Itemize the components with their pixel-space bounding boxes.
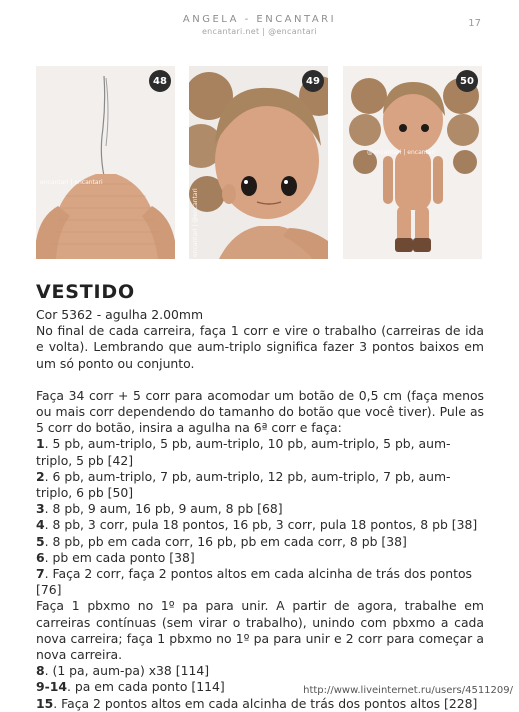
pattern-row: 9-14. pa em cada ponto [114] bbox=[36, 679, 225, 695]
pattern-row: 5. 8 pb, pb em cada corr, 16 pb, pb em cada corr, 8 pb [38] bbox=[36, 533, 407, 549]
pattern-instructions bbox=[36, 307, 484, 712]
intro-paragraph: No final de cada carreira, faça 1 corr e vire o trabalho (carreiras de ida e volta). Lembrando que aum-triplo significa fazer 3 pontos baixos em um só ponto ou conjunto. bbox=[36, 323, 484, 371]
start-paragraph: Faça 34 corr + 5 corr para acomodar um botão de 0,5 cm (faça menos ou mais corr dependendo do tamanho do botão que você tiver). Pule as 5 corr do botão, insira a agulha na 6ª corr e faça: bbox=[36, 387, 484, 436]
pattern-row: 1. 5 pb, aum-triplo, 5 pb, aum-triplo, 10 pb, aum-triplo, 5 pb, aum-triplo, 5 pb [42] bbox=[36, 436, 451, 468]
header-subtitle: encantari.net | @encantari bbox=[201, 27, 318, 36]
source-url: http://www.liveinternet.ru/users/4511209/ bbox=[303, 685, 513, 696]
step-badge: 48 bbox=[149, 70, 171, 92]
pattern-row: 4. 8 pb, 3 corr, pula 18 pontos, 16 pb, 3 corr, pula 18 pontos, 8 pb [38] bbox=[36, 517, 478, 533]
photo-watermark: encantari | encantari bbox=[40, 179, 103, 186]
page-header bbox=[0, 14, 519, 36]
photo-watermark: @encantari | encantari bbox=[367, 149, 436, 156]
pattern-row: 7. Faça 2 corr, faça 2 pontos altos em cada alcinha de trás dos pontos [76] bbox=[36, 566, 472, 598]
doll-head-illustration bbox=[189, 66, 328, 259]
photo-step-48 bbox=[36, 66, 175, 259]
pattern-row: 6. pb em cada ponto [38] bbox=[36, 549, 195, 565]
page-number: 17 bbox=[468, 18, 481, 29]
pattern-row: 15. Faça 2 pontos altos em cada alcinha de trás dos pontos altos [228] bbox=[36, 695, 478, 711]
step-badge: 50 bbox=[456, 70, 478, 92]
doll-full-illustration bbox=[343, 66, 482, 259]
photo-watermark: encantari | @encantari bbox=[192, 188, 199, 257]
step-badge: 49 bbox=[302, 70, 324, 92]
pattern-row: 3. 8 pb, 9 aum, 16 pb, 9 aum, 8 pb [68] bbox=[36, 501, 283, 517]
intro-line: Cor 5362 - agulha 2.00mm bbox=[36, 307, 204, 322]
photo-step-49 bbox=[189, 66, 328, 259]
section-title: VESTIDO bbox=[36, 281, 135, 303]
header-title: ANGELA - ENCANTARI bbox=[182, 14, 337, 25]
join-paragraph: Faça 1 pbxmo no 1º pa para unir. A partir de agora, trabalhe em carreiras contínuas (sem virar o trabalho), unindo com pbxmo a cada nova carreira; faça 1 pbxmo no 1º pa para unir e 2 corr para começar a nova carreira. bbox=[36, 598, 484, 663]
doll-body-illustration bbox=[36, 66, 175, 259]
photo-step-50 bbox=[343, 66, 482, 259]
pattern-row: 8. (1 pa, aum-pa) x38 [114] bbox=[36, 663, 210, 679]
pattern-row: 2. 6 pb, aum-triplo, 7 pb, aum-triplo, 12 pb, aum-triplo, 7 pb, aum-triplo, 6 pb [50] bbox=[36, 468, 451, 501]
